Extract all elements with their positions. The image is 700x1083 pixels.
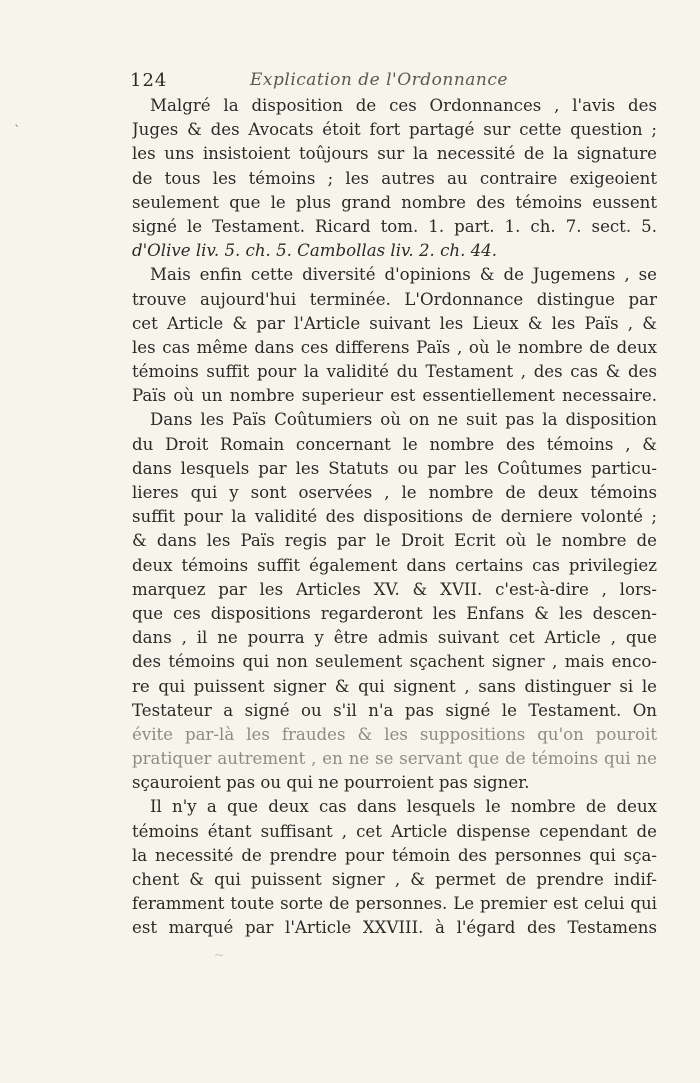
text-line: suffit pour la validité des dispositions de derniere volonté ; xyxy=(132,507,657,527)
text-line: Dans les Païs Coûtumiers où on ne suit pas la disposition xyxy=(150,410,657,430)
text-line: & dans les Païs regis par le Droit Ecrit où le nombre de xyxy=(132,531,657,551)
text-line: chent & qui puissent signer , & permet de prendre indif- xyxy=(132,870,657,889)
text-line: les uns insistoient toûjours sur la necessité de la signature xyxy=(132,144,657,164)
running-title: Explication de l'Ordonnance xyxy=(250,70,508,90)
text-line: Il n'y a que deux cas dans lesquels le nombre de deux xyxy=(150,797,657,817)
text-line: lieres qui y sont oservées , le nombre de deux témoins xyxy=(132,483,657,502)
text-line: Testateur a signé ou s'il n'a pas signé le Testament. On xyxy=(132,700,657,720)
text-line: feramment toute sorte de personnes. Le premier est celui qui xyxy=(132,894,657,914)
ink-speck: ~ xyxy=(214,948,225,962)
text-line: pratiquer autrement , en ne se servant que de témoins qui ne xyxy=(132,749,657,769)
text-line: est marqué par l'Article XXVIII. à l'égard des Testamens xyxy=(132,918,657,938)
text-line: Malgré la disposition de ces Ordonnances , l'avis des xyxy=(150,96,657,115)
body-text xyxy=(132,94,657,941)
text-line: du Droit Romain concernant le nombre des témoins , & xyxy=(132,434,657,454)
page-number: 124 xyxy=(130,70,168,91)
text-line: Juges & des Avocats étoit fort partagé sur cette question ; xyxy=(132,120,657,140)
page-header xyxy=(130,70,650,94)
text-line: de tous les témoins ; les autres au contraire exigeoient xyxy=(132,168,657,188)
text-line: dans lesquels par les Statuts ou par les Coûtumes particu- xyxy=(132,458,657,478)
text-line: deux témoins suffit également dans certains cas privilegiez xyxy=(132,555,657,575)
text-line: cet Article & par l'Article suivant les Lieux & les Païs , & xyxy=(132,313,657,333)
text-line: la necessité de prendre pour témoin des personnes qui sça- xyxy=(132,845,657,865)
text-line: les cas même dans ces differens Païs , où le nombre de deux xyxy=(132,337,657,357)
text-line: évite par-là les fraudes & les suppositions qu'on pouroit xyxy=(132,724,657,744)
text-line: re qui puissent signer & qui signent , sans distinguer si le xyxy=(132,676,657,696)
text-line: d'Olive liv. 5. ch. 5. Cambollas liv. 2. ch. 44. xyxy=(132,241,498,261)
text-line: Mais enfin cette diversité d'opinions & de Jugemens , se xyxy=(150,265,657,285)
text-line: dans , il ne pourra y être admis suivant cet Article , que xyxy=(132,628,657,648)
text-line: que ces dispositions regarderont les Enfans & les descen- xyxy=(132,603,657,623)
text-line: témoins étant suffisant , cet Article dispense cependant de xyxy=(132,821,657,841)
text-line: Païs où un nombre superieur est essentiellement necessaire. xyxy=(132,386,657,406)
text-line: trouve aujourd'hui terminée. L'Ordonnance distingue par xyxy=(132,289,657,309)
text-line: des témoins qui non seulement sçachent signer , mais enco- xyxy=(132,652,657,672)
text-line: seulement que le plus grand nombre des témoins eussent xyxy=(132,192,657,212)
margin-mark: ` xyxy=(14,124,21,139)
text-line: signé le Testament. Ricard tom. 1. part. 1. ch. 7. sect. 5. xyxy=(132,216,657,236)
text-line: marquez par les Articles XV. & XVII. c'est-à-dire , lors- xyxy=(132,579,657,599)
text-line: sçauroient pas ou qui ne pourroient pas signer. xyxy=(132,773,530,793)
text-line: témoins suffit pour la validité du Testament , des cas & des xyxy=(132,362,657,382)
